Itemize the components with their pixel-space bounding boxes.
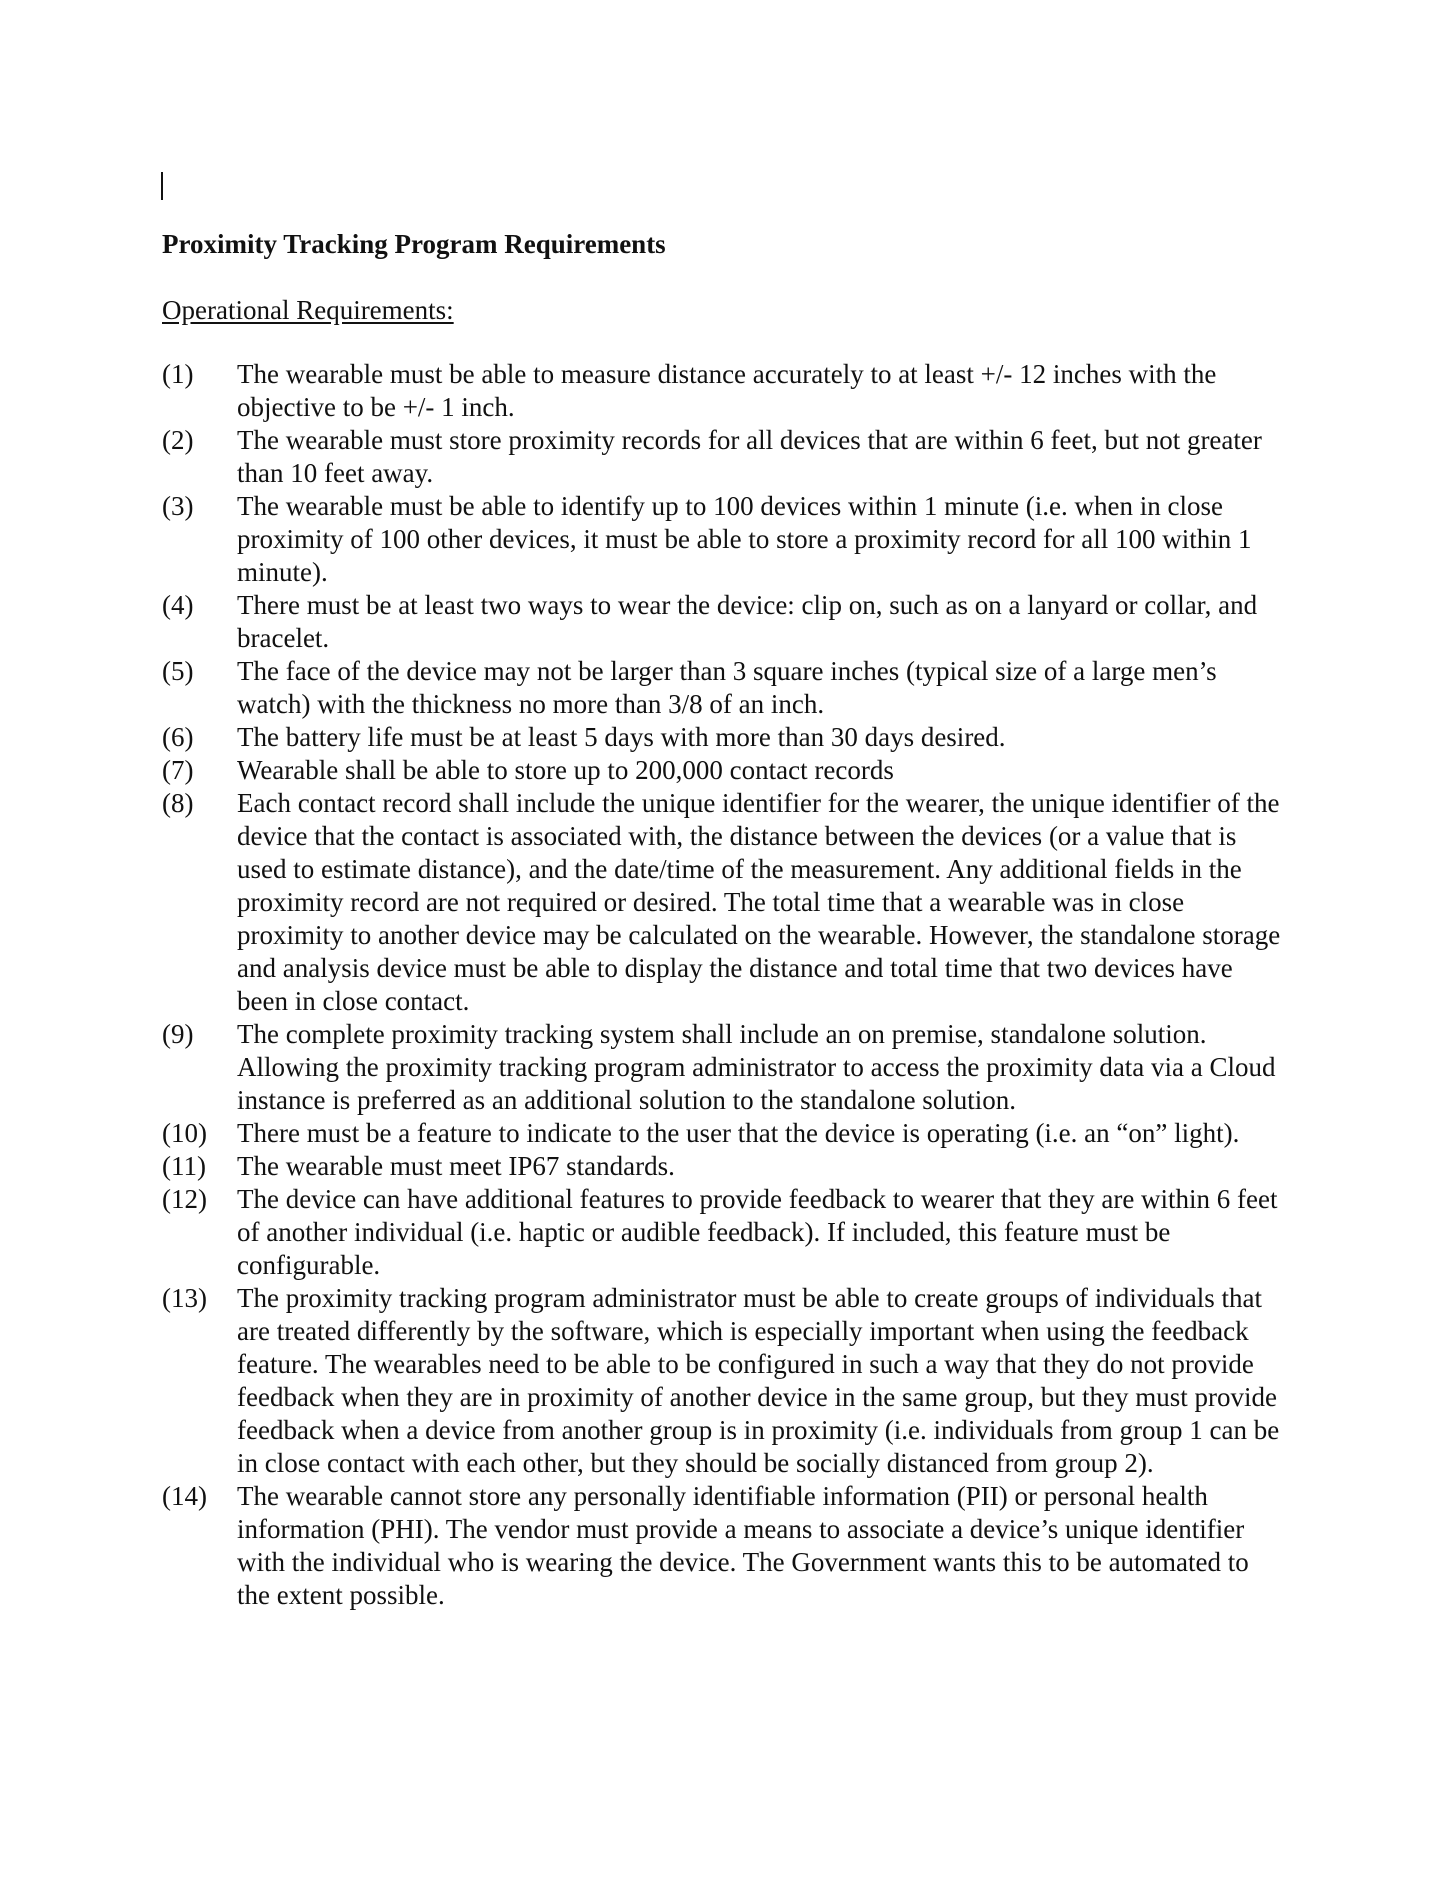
requirement-number: (2) (162, 425, 194, 455)
requirement-item (162, 1150, 1282, 1183)
requirement-number: (5) (162, 656, 194, 686)
requirement-item (162, 721, 1282, 754)
requirement-number: (3) (162, 491, 194, 521)
requirements-list (162, 358, 1282, 1612)
requirement-text: The face of the device may not be larger than 3 square inches (typical size of a large men’s watch) with the thickness no more than 3/8 of an inch. (237, 656, 1217, 719)
requirement-text: Each contact record shall include the unique identifier for the wearer, the unique identifier of the device that the contact is associated with, the distance between the devices (or a value that is used to estimate distance), and the date/time of the measurement. Any additional fields in the proximity record are not required or desired. The total time that a wearable was in close proximity to another device may be calculated on the wearable. However, the standalone storage and analysis device must be able to display the distance and total time that two devices have been in close contact. (237, 788, 1281, 1016)
requirement-text: Wearable shall be able to store up to 200,000 contact records (237, 755, 894, 785)
requirement-text: The wearable must be able to measure distance accurately to at least +/- 12 inches with the objective to be +/- 1 inch. (237, 359, 1217, 422)
requirement-text: The wearable cannot store any personally identifiable information (PII) or personal health information (PHI). The vendor must provide a means to associate a device’s unique identifier with the individual who is wearing the device. The Government wants this to be automated to the extent possible. (237, 1481, 1249, 1610)
requirement-item (162, 358, 1282, 424)
requirement-item (162, 787, 1282, 1018)
requirement-item (162, 1183, 1282, 1282)
requirement-text: The device can have additional features to provide feedback to wearer that they are within 6 feet of another individual (i.e. haptic or audible feedback). If included, this feature must be configurable. (237, 1184, 1278, 1280)
document-title: Proximity Tracking Program Requirements (162, 229, 666, 259)
requirement-number: (6) (162, 722, 194, 752)
requirement-number: (1) (162, 359, 194, 389)
section-heading: Operational Requirements: (162, 295, 454, 325)
requirement-number: (9) (162, 1019, 194, 1049)
requirement-number: (4) (162, 590, 194, 620)
requirement-item (162, 754, 1282, 787)
requirement-item (162, 1282, 1282, 1480)
requirement-item (162, 589, 1282, 655)
requirement-item (162, 424, 1282, 490)
requirement-number: (12) (162, 1184, 207, 1214)
requirement-number: (10) (162, 1118, 207, 1148)
requirement-number: (13) (162, 1283, 207, 1313)
text-cursor (161, 172, 163, 200)
requirement-number: (11) (162, 1151, 206, 1181)
requirement-item (162, 1117, 1282, 1150)
requirement-item (162, 655, 1282, 721)
requirement-text: The complete proximity tracking system shall include an on premise, standalone solution. Allowing the proximity tracking program administrator to access the proximity data via a Cloud instance is preferred as an additional solution to the standalone solution. (237, 1019, 1276, 1115)
requirement-text: The wearable must store proximity records for all devices that are within 6 feet, but not greater than 10 feet away. (237, 425, 1262, 488)
requirement-item (162, 490, 1282, 589)
requirement-number: (7) (162, 755, 194, 785)
requirement-text: The wearable must meet IP67 standards. (237, 1151, 675, 1181)
requirement-text: The proximity tracking program administrator must be able to create groups of individuals that are treated differently by the software, which is especially important when using the feedback feature. The wearables need to be able to be configured in such a way that they do not provide feedback when they are in proximity of another device in the same group, but they must provide feedback when a device from another group is in proximity (i.e. individuals from group 1 can be in close contact with each other, but they should be socially distanced from group 2). (237, 1283, 1280, 1478)
requirement-number: (8) (162, 788, 194, 818)
requirement-item (162, 1480, 1282, 1612)
requirement-text: The wearable must be able to identify up to 100 devices within 1 minute (i.e. when in close proximity of 100 other devices, it must be able to store a proximity record for all 100 within 1 minute). (237, 491, 1252, 587)
requirement-number: (14) (162, 1481, 207, 1511)
requirement-text: There must be at least two ways to wear the device: clip on, such as on a lanyard or collar, and bracelet. (237, 590, 1258, 653)
requirement-text: The battery life must be at least 5 days with more than 30 days desired. (237, 722, 1006, 752)
requirement-text: There must be a feature to indicate to the user that the device is operating (i.e. an “on” light). (237, 1118, 1240, 1148)
requirement-item (162, 1018, 1282, 1117)
